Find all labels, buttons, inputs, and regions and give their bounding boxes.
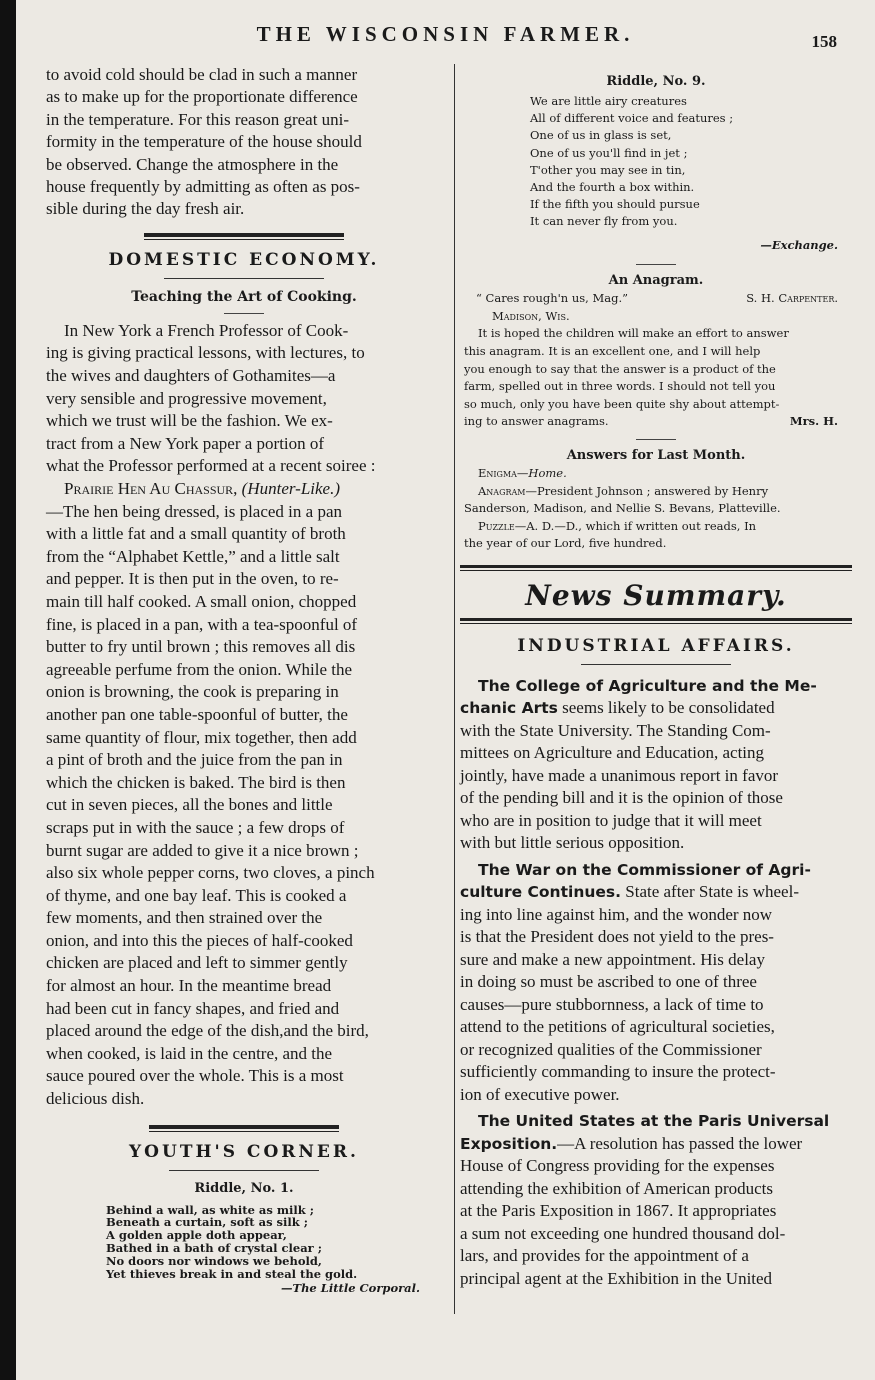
recipe-text [46,478,442,1111]
article-lead: The United States at the Paris Universal [478,1112,830,1131]
anagram-note [460,325,852,431]
text-line: causes—pure stubbornness, a lack of time to [460,994,764,1014]
verse-line: It can never fly from you. [530,214,678,229]
text-line: a pint of broth and the juice from the pan in [46,750,343,770]
running-head: THE WISCONSIN FARMER. [256,22,635,46]
news-summary-heading: News Summary. [525,578,787,612]
text-line: another pan one table-spoonful of butter, the [46,704,348,724]
text-line: tract from a New York paper a portion of [46,433,325,453]
text-line: —A resolution has passed the lower [557,1133,803,1153]
text-line: of the pending bill and it is the opinion of those [460,788,783,808]
page-number: 158 [811,32,837,51]
text-line: In New York a French Professor of Cook- [64,320,349,340]
text-line: same quantity of flour, mix together, then add [46,727,357,747]
text-line: be observed. Change the atmosphere in the [46,154,339,174]
text-line: as to make up for the proportionate difference [46,87,358,107]
column-divider [454,64,455,1314]
text-line: chicken are placed and left to simmer gently [46,953,348,973]
article-college [460,675,852,855]
verse-line: Yet thieves break in and steal the gold. [106,1266,358,1281]
answer-text: —President Johnson ; answered by Henry [525,483,769,498]
text-line: sauce poured over the whole. This is a most [46,1066,344,1086]
note-signature: Mrs. H. [789,414,838,429]
text-line: burnt sugar are added to give it a nice brown ; [46,840,359,860]
text-line: placed around the edge of the dish,and the bird, [46,1021,369,1041]
answer-label: Puzzle [478,518,515,533]
verse-line: One of us in glass is set, [530,128,672,143]
text-line: main till half cooked. A small onion, chopped [46,591,357,611]
text-line: to avoid cold should be clad in such a manner [46,65,358,84]
text-line [460,881,852,904]
left-column [46,64,442,1298]
note-line: ing to answer anagrams. [464,414,609,429]
answers-title: Answers for Last Month. [566,447,746,463]
article-paris [460,1110,852,1290]
newspaper-page [16,0,875,1380]
text-line: which we trust will be the fashion. We ex- [46,411,333,431]
verse-line: T'other you may see in tin, [530,162,686,177]
continued-text [46,64,442,221]
note-line: farm, spelled out in three words. I should not tell you [464,379,776,394]
answer-line [464,465,838,483]
section-rule [144,233,344,240]
text-line: agreeable perfume from the onion. While the [46,659,353,679]
answer-label: Enigma [478,465,517,480]
answer-label: Anagram [478,483,526,498]
text-line: cut in seven pieces, all the bones and little [46,795,333,815]
domestic-economy-heading: DOMESTIC ECONOMY. [108,249,380,270]
verse-line: And the fourth a box within. [530,180,695,195]
text-line: sure and make a new appointment. His delay [460,949,765,969]
article-lead: chanic Arts [460,699,558,718]
riddle-1-title: Riddle, No. 1. [194,1180,294,1196]
anagram-title: An Anagram. [608,273,704,289]
anagram-line [460,288,852,308]
text-line: had been cut in fancy shapes, and fried and [46,998,340,1018]
verse-line: Beneath a curtain, soft as silk ; [106,1215,308,1230]
article-lead: Exposition. [460,1134,558,1153]
anagram-author: S. H. Carpenter. [746,291,838,306]
text-line: house frequently by admitting as often as pos- [46,177,360,197]
verse-line: If the fifth you should pursue [530,197,700,212]
text-line: House of Congress providing for the expenses [460,1156,775,1176]
text-line: when cooked, is laid in the centre, and the [46,1043,333,1063]
answers-list [460,463,852,553]
text-line: formity in the temperature of the house should [46,132,362,152]
text-line: onion, and into this the pieces of half-cooked [46,930,353,950]
text-line: also six whole pepper corns, two cloves, a pinch [46,863,375,883]
text-line: attending the exhibition of American products [460,1178,774,1198]
text-line: —The hen being dressed, is placed in a pan [46,501,342,521]
text-line: in doing so must be ascribed to one of three [460,972,757,992]
article-title: Teaching the Art of Cooking. [131,288,357,305]
text-line: at the Paris Exposition in 1867. It appropriates [460,1201,777,1221]
text-line: of thyme, and one bay leaf. This is cooked a [46,885,347,905]
text-line: mittees on Agriculture and Education, acting [460,743,765,763]
recipe-tag: (Hunter-Like.) [241,479,340,498]
verse-line: All of different voice and features ; [530,111,734,126]
text-line: with a little fat and a small quantity of broth [46,524,346,544]
verse-line: We are little airy creatures [530,94,687,108]
text-line: seems likely to be consolidated [557,698,775,718]
text-line: and pepper. It is then put in the oven, to re- [46,569,339,589]
text-line: from the “Alphabet Kettle,” and a little salt [46,546,340,566]
text-line: in the temperature. For this reason great uni- [46,109,350,129]
answer-line [464,483,838,501]
note-line: It is hoped the children will make an effort to answer [478,326,789,341]
text-line: with but little serious opposition. [460,833,685,853]
riddle-1-verse [46,1204,442,1281]
article-commissioner [460,859,852,1107]
cooking-article-intro [46,320,442,478]
note-line: this anagram. It is an excellent one, and I will help [464,344,761,358]
anagram-quote: “ Cares rough'n us, Mag.” [476,291,629,306]
text-line: sible during the day fresh air. [46,199,245,219]
text-line: butter to fry until brown ; this removes all dis [46,637,356,657]
text-line: the wives and daughters of Gothamites—a [46,366,336,386]
answer-line [464,518,838,536]
text-line: few moments, and then strained over the [46,908,323,928]
riddle-1-source: —The Little Corporal. [281,1281,420,1296]
verse-line: One of us you'll find in jet ; [530,145,688,160]
text-line: with the State University. The Standing Com- [460,720,771,740]
riddle-9-verse [460,93,852,231]
industrial-affairs-heading: INDUSTRIAL AFFAIRS. [517,635,795,656]
answer-line: the year of our Lord, five hundred. [464,536,667,551]
text-line: jointly, have made a unanimous report in favor [460,765,779,785]
text-line: who are in position to judge that it will meet [460,810,762,830]
text-line: attend to the petitions of agricultural societies, [460,1017,775,1037]
text-line: or recognized qualities of the Commissioner [460,1039,762,1059]
text-line: sufficiently commanding to insure the protect- [460,1062,776,1082]
text-line [460,1133,852,1156]
recipe-heading-line [46,478,442,501]
article-lead: The College of Agriculture and the Me- [478,676,817,695]
text-line: what the Professor performed at a recent soiree : [46,456,376,476]
right-column [460,64,852,1290]
text-line: very sensible and progressive movement, [46,388,327,408]
anagram-place: Madison, Wis. [492,308,570,323]
riddle-9-title: Riddle, No. 9. [606,74,706,89]
note-line: so much, only you have been quite shy about attempt- [464,396,780,411]
answer-line: Sanderson, Madison, and Nellie S. Bevans, Platteville. [464,501,781,516]
text-line: State after State is wheel- [621,882,799,902]
text-line: onion is browning, the cook is preparing in [46,682,339,702]
text-line: which the chicken is baked. The bird is then [46,772,346,792]
text-line: for almost an hour. In the meantime bread [46,976,332,996]
note-line: you enough to say that the answer is a product of the [464,361,776,376]
text-line: ing into line against him, and the wonder now [460,904,773,924]
riddle-9-source: —Exchange. [760,237,838,252]
text-line: ing is giving practical lessons, with lectures, to [46,343,365,363]
verse-line: No doors nor windows we behold, [106,1253,322,1268]
verse-line: Bathed in a bath of crystal clear ; [106,1241,322,1256]
text-line [460,697,852,720]
text-line: ion of executive power. [460,1084,620,1104]
verse-line: A golden apple doth appear, [106,1228,287,1243]
article-lead: culture Continues. [460,883,622,902]
youths-corner-heading: YOUTH'S CORNER. [129,1141,359,1162]
text-line: lars, and provides for the appointment of a [460,1246,749,1266]
text-line: principal agent at the Exhibition in the United [460,1268,773,1288]
text-line: delicious dish. [46,1089,145,1109]
text-line: fine, is placed in a pan, with a tea-spoonful of [46,614,358,634]
answer-text: —A. D.—D., which if written out reads, In [514,518,757,533]
article-lead: The War on the Commissioner of Agri- [478,860,811,879]
text-line: scraps put in with the sauce ; a few drops of [46,817,345,837]
answer-text: —Home. [516,465,567,480]
text-line: a sum not exceeding one hundred thousand dol- [460,1223,786,1243]
text-line: is that the President does not yield to the pres- [460,927,774,947]
verse-line: Behind a wall, as white as milk ; [106,1202,314,1217]
note-last-line [464,413,838,431]
section-rule [149,1125,339,1132]
recipe-name: Prairie Hen Au Chassur, [64,479,238,498]
